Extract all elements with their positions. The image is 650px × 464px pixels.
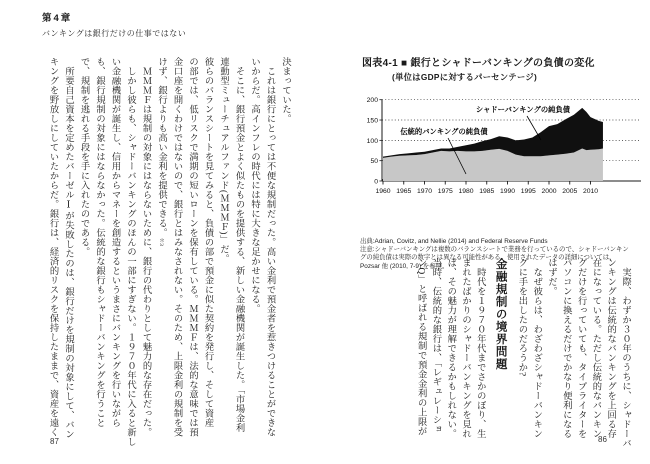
chapter-header xyxy=(42,10,186,39)
x-tick-label: 2010 xyxy=(582,188,599,195)
text-column: 決まっていた。 xyxy=(280,57,290,124)
text-column: しかし彼らも、シャドーバンキングのほんの一部にすぎない。１９７０年代に入ると新し xyxy=(125,57,135,447)
left-page-text xyxy=(44,57,292,449)
text-column: まれたばかりのシャドーバンキングを見れ xyxy=(460,258,471,439)
x-tick-label: 1990 xyxy=(499,188,516,195)
text-column: いからだ。高インフレの時代には特に大きな足かせになる。 xyxy=(249,57,259,314)
text-column: 彼らのバランスシートを見てみると、負債の部で預金に似た契約を発行し、そして資産 xyxy=(202,57,213,428)
figure-note: 注意:シャドーバンキングは複数のバランスシートで業務を行っているので、シャドーバンキングの純負債は実際の数字とは異なる可能性がある。使用されたデータの詳細については、Pozsar 他 (2010, 7-9) を参照。 xyxy=(360,246,629,270)
chapter-title: バンキングは銀行だけの仕事ではない xyxy=(42,29,187,38)
text-column: はずだ。 xyxy=(546,258,557,296)
x-tick-label: 1980 xyxy=(458,188,474,195)
text-column: ンQ」と呼ばれる規制で預金金利の上限が xyxy=(415,258,426,436)
text-column: これは銀行にとっては不便な規制だった。高い金利で預金者を惹きつけることができな xyxy=(264,57,275,437)
figure-title: 図表4-1 ■ 銀行とシャドーバンキングの負債の変化 xyxy=(362,58,595,69)
text-column: そこに、銀行預金とよく似たものを提供する、新しい金融機関が誕生した。「市場金利 xyxy=(233,57,244,433)
text-column: 在になっている。ただし伝統的なバンキン xyxy=(590,258,601,439)
text-column: けず、銀行よりも高い金利を提供できる。＊3 xyxy=(156,57,166,246)
label-traditional-banking: 伝統的バンキングの純負債 xyxy=(400,127,488,136)
section-heading: 金融規制の境界問題 xyxy=(494,258,507,371)
x-tick-label: 2000 xyxy=(541,188,557,195)
y-tick-label: 200 xyxy=(366,97,378,105)
text-column: なぜ彼らは、わざわざシャドーバンキン xyxy=(531,258,542,439)
text-column: い金融機関が誕生し、信用からマネーを創造するというまさにバンキングを行いながら xyxy=(109,57,120,428)
footnote-marker: ＊3 xyxy=(158,237,164,246)
text-column: 所要自己資本を定めたバーゼルⅠが失敗したのは、銀行だけを規制の対象にして、バン xyxy=(63,57,73,439)
text-column: 時代を１９７０年代までさかのぼり、生 xyxy=(474,258,485,439)
figure-4-1 xyxy=(360,54,648,271)
figure-subtitle: (単位はGDPに対するパーセンテージ) xyxy=(392,72,538,82)
x-tick-label: 1970 xyxy=(416,188,433,195)
text-column: も、銀行規制の対象にはならなかった。伝統的な銀行もシャドーバンキングを行うこと xyxy=(94,57,104,428)
text-column: キングを野放しにしていたからだ。銀行は、経済的リスクを保持したままで、資産を遠く xyxy=(47,57,58,437)
text-column: ンキングは伝統的なバンキングを上回る存 xyxy=(605,258,616,439)
label-shadow-banking: シャドーバンキングの純負債 xyxy=(475,105,571,114)
x-tick-label: 1960 xyxy=(375,188,391,195)
figure-source: 出典:Adrian, Covitz, and Nellie (2014) and Federal Reserve Funds xyxy=(360,238,548,245)
text-column: 金口座を開くわけではないので、銀行とはみなされない。そのため、上限金利の規制を受 xyxy=(171,57,182,437)
y-tick-label: 0 xyxy=(374,178,378,186)
x-tick-label: 2005 xyxy=(562,188,578,195)
chapter-number: 第4章 xyxy=(42,13,73,24)
page-number-right: 86 xyxy=(598,435,607,444)
y-tick-label: 50 xyxy=(370,158,378,166)
text-column: 当時、伝統的な銀行は、「レギュレーショ xyxy=(430,258,441,434)
x-tick-label: 1995 xyxy=(520,188,536,195)
text-column: パソコンに換えるだけでかなり便利になる xyxy=(560,258,571,439)
right-page-text xyxy=(413,258,632,450)
page-number-left: 87 xyxy=(50,437,59,446)
text-column: 連動型ミューチュアルファンド(ＭＭＭＦ)」だ。 xyxy=(218,57,228,264)
y-tick-label: 100 xyxy=(366,137,378,145)
text-column: 実際、わずか３０年のうちに、シャドーバ xyxy=(620,258,630,448)
x-tick-label: 1985 xyxy=(479,188,495,195)
leader-line-shadow xyxy=(527,116,541,140)
text-column: ＭＭＭＦは規制の対象にはならないために、銀行の代わりとして魅力的な存在だった。 xyxy=(140,57,151,437)
text-column: ば、その魅力が理解できるかもしれない。 xyxy=(445,258,456,439)
stacked-area-chart xyxy=(360,85,648,235)
text-column: の部では、低リスクで満期の短いローンを保有している。ＭＭＭＦは、法的な意味では預 xyxy=(187,57,197,437)
text-column: グだけを行っていても、タイプライターを xyxy=(575,258,586,439)
text-column: グに手を出したのだろうか? xyxy=(516,258,527,377)
x-tick-label: 1965 xyxy=(396,188,412,195)
y-tick-label: 150 xyxy=(366,117,378,125)
x-tick-label: 1975 xyxy=(437,188,453,195)
text-column: で、規制を逃れる手段を手に入れたのである。 xyxy=(78,57,89,257)
